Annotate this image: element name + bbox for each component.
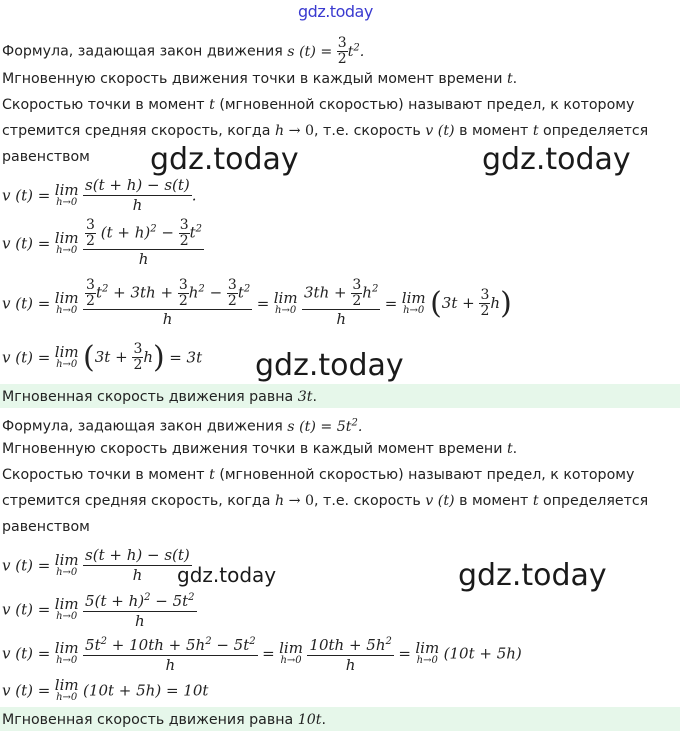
- law-of-motion-line: Формула, задающая закон движения s (t) = $\frac{3}{2}$ $t^2$.: [2, 35, 365, 67]
- velocity-line: Мгновенную скорость движения точки в каждый момент времени t.: [2, 441, 518, 457]
- result-line: Мгновенная скорость движения равна 3t.: [2, 389, 317, 405]
- watermark: gdz.today: [482, 142, 631, 177]
- equation-2: v (t) = lim h→0 $\frac{3}{2}$ $(t + h)^2$ − $\frac{3}{2}$ $t^2$ h: [2, 217, 203, 268]
- definition-line: Скоростью точки в момент t (мгновенной скоростью) называют предел, к которому: [2, 467, 635, 483]
- watermark: gdz.today: [150, 142, 299, 177]
- equation-7: v (t) = lim h→0 $\frac{5t^2 + 10th + 5h^2 - 5t^2}{h}$ = lim h→0 $\frac{10th + 5h^2}{h}$ = lim h→0 (10t + 5h): [2, 632, 522, 675]
- result-line: Мгновенная скорость движения равна 10t.: [2, 712, 326, 728]
- equation-1: v (t) = lim h→0 $\frac{s(t + h) - s(t)}{h}$ .: [2, 176, 197, 214]
- watermark: gdz.today: [177, 563, 277, 587]
- equation-5: v (t) = lim h→0 $\frac{s(t + h) - s(t)}{h}$: [2, 546, 190, 584]
- formula-s-t: s $(t) = 5t^2$.: [287, 417, 363, 435]
- law-of-motion-line: Формула, задающая закон движения s $(t) = 5t^2$.: [2, 417, 363, 435]
- watermark: gdz.today: [458, 558, 607, 593]
- watermark-top: gdz.today: [298, 2, 373, 21]
- definition-line: Скоростью точки в момент t (мгновенной скоростью) называют предел, к которому: [2, 97, 635, 113]
- velocity-line: Мгновенную скорость движения точки в каждый момент времени t.: [2, 71, 518, 87]
- watermark: gdz.today: [255, 348, 404, 383]
- equation-3: v (t) = lim h→0 $\frac{3}{2}$ $t^2 + 3th$ + $\frac{3}{2}$ $h^2$ − $\frac{3}{2}$ $t^2$ h = lim h→0 3th + $\frac{3}{2}$ $h^2$ h = lim h→0 (3t + $\frac{3}{2}$ h): [2, 277, 512, 328]
- definition-line-3: равенством: [2, 519, 90, 535]
- equation-8: v (t) = lim h→0 (10t + 5h) = 10t: [2, 676, 209, 703]
- definition-line-2: стремится средняя скорость, когда h → 0, т.е. скорость v (t) в момент t определяется: [2, 493, 649, 509]
- formula-s-t: s (t) = $\frac{3}{2}$ $t^2$.: [287, 35, 365, 67]
- definition-line-2: стремится средняя скорость, когда h → 0, т.е. скорость v (t) в момент t определяется: [2, 123, 649, 139]
- equation-4: v (t) = lim h→0 (3t + $\frac{3}{2}$ h) = 3t: [2, 340, 203, 375]
- definition-line-3: равенством: [2, 149, 90, 165]
- equation-6: v (t) = lim h→0 $\frac{5(t + h)^2 - 5t^2}{h}$: [2, 588, 197, 631]
